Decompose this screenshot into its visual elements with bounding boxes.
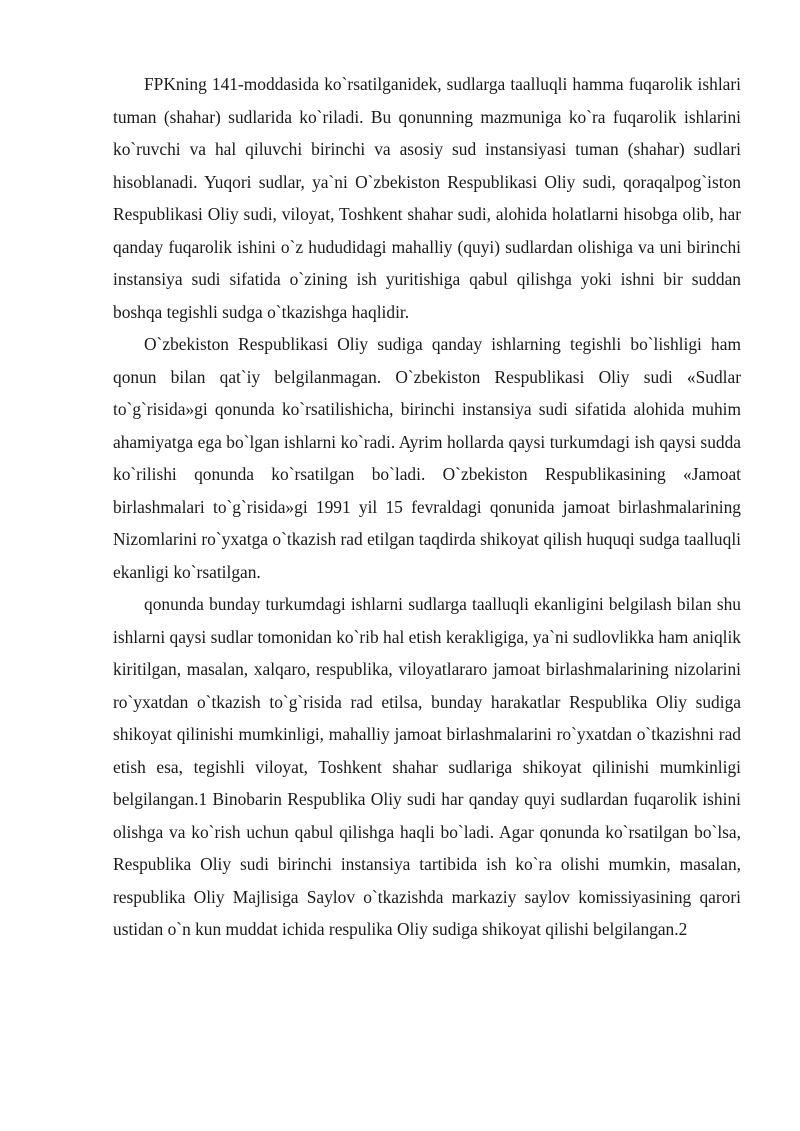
paragraph: FPKning 141-moddasida ko`rsatilganidek, sudlarga taalluqli hamma fuqarolik ishlari tuman (shahar) sudlarida ko`riladi. Bu qonunning mazmuniga ko`ra fuqarolik ishlarini ko`ruvchi va hal qiluvchi birinchi va asosiy sud instansiyasi tuman (shahar) sudlari hisoblanadi. Yuqori sudlar, ya`ni O`zbekiston Respublikasi Oliy sudi, qoraqalpog`iston Respublikasi Oliy sudi, viloyat, Toshkent shahar sudi, alohida holatlarni hisobga olib, har qanday fuqarolik ishini o`z hududidagi mahalliy (quyi) sudlardan olishiga va uni birinchi instansiya sudi sifatida o`zining ish yuritishiga qabul qilishga yoki ishni bir suddan boshqa tegishli sudga o`tkazishga haqlidir. <box>113 74 741 322</box>
paragraph: O`zbekiston Respublikasi Oliy sudiga qanday ishlarning tegishli bo`lishligi ham qonun bilan qat`iy belgilanmagan. O`zbekiston Respublikasi Oliy sudi «Sudlar to`g`risida»gi qonunda ko`rsatilishicha, birinchi instansiya sudi sifatida alohida muhim ahamiyatga ega bo`lgan ishlarni ko`radi. Ayrim hollarda qaysi turkumdagi ish qaysi sudda ko`rilishi qonunda ko`rsatilgan bo`ladi. O`zbekiston Respublikasining «Jamoat birlashmalari to`g`risida»gi 1991 yil 15 fevraldagi qonunida jamoat birlashmalarining Nizomlarini ro`yxatga o`tkazish rad etilgan taqdirda shikoyat qilish huquqi sudga taalluqli ekanligi ko`rsatilgan. <box>113 334 741 582</box>
document-page <box>113 68 741 946</box>
paragraph: qonunda bunday turkumdagi ishlarni sudlarga taalluqli ekanligini belgilash bilan shu ishlarni qaysi sudlar tomonidan ko`rib hal etish kerakligiga, ya`ni sudlovlikka ham aniqlik kiritilgan, masalan, xalqaro, respublika, viloyatlararo jamoat birlashmalarining nizolarini ro`yxatdan o`tkazish to`g`risida rad etilsa, bunday harakatlar Respublika Oliy sudiga shikoyat qilinishi mumkinligi, mahalliy jamoat birlashmalarini ro`yxatdan o`tkazishni rad etish esa, tegishli viloyat, Toshkent shahar sudlariga shikoyat qilinishi mumkinligi belgilangan.1 Binobarin Respublika Oliy sudi har qanday quyi sudlardan fuqarolik ishini olishga va ko`rish uchun qabul qilishga haqli bo`ladi. Agar qonunda ko`rsatilgan bo`lsa, Respublika Oliy sudi birinchi instansiya tartibida ish ko`ra olishi mumkin, masalan, respublika Oliy Majlisiga Saylov o`tkazishda markaziy saylov komissiyasining qarori ustidan o`n kun muddat ichida respulika Oliy sudiga shikoyat qilishi belgilangan.2 <box>113 594 741 939</box>
